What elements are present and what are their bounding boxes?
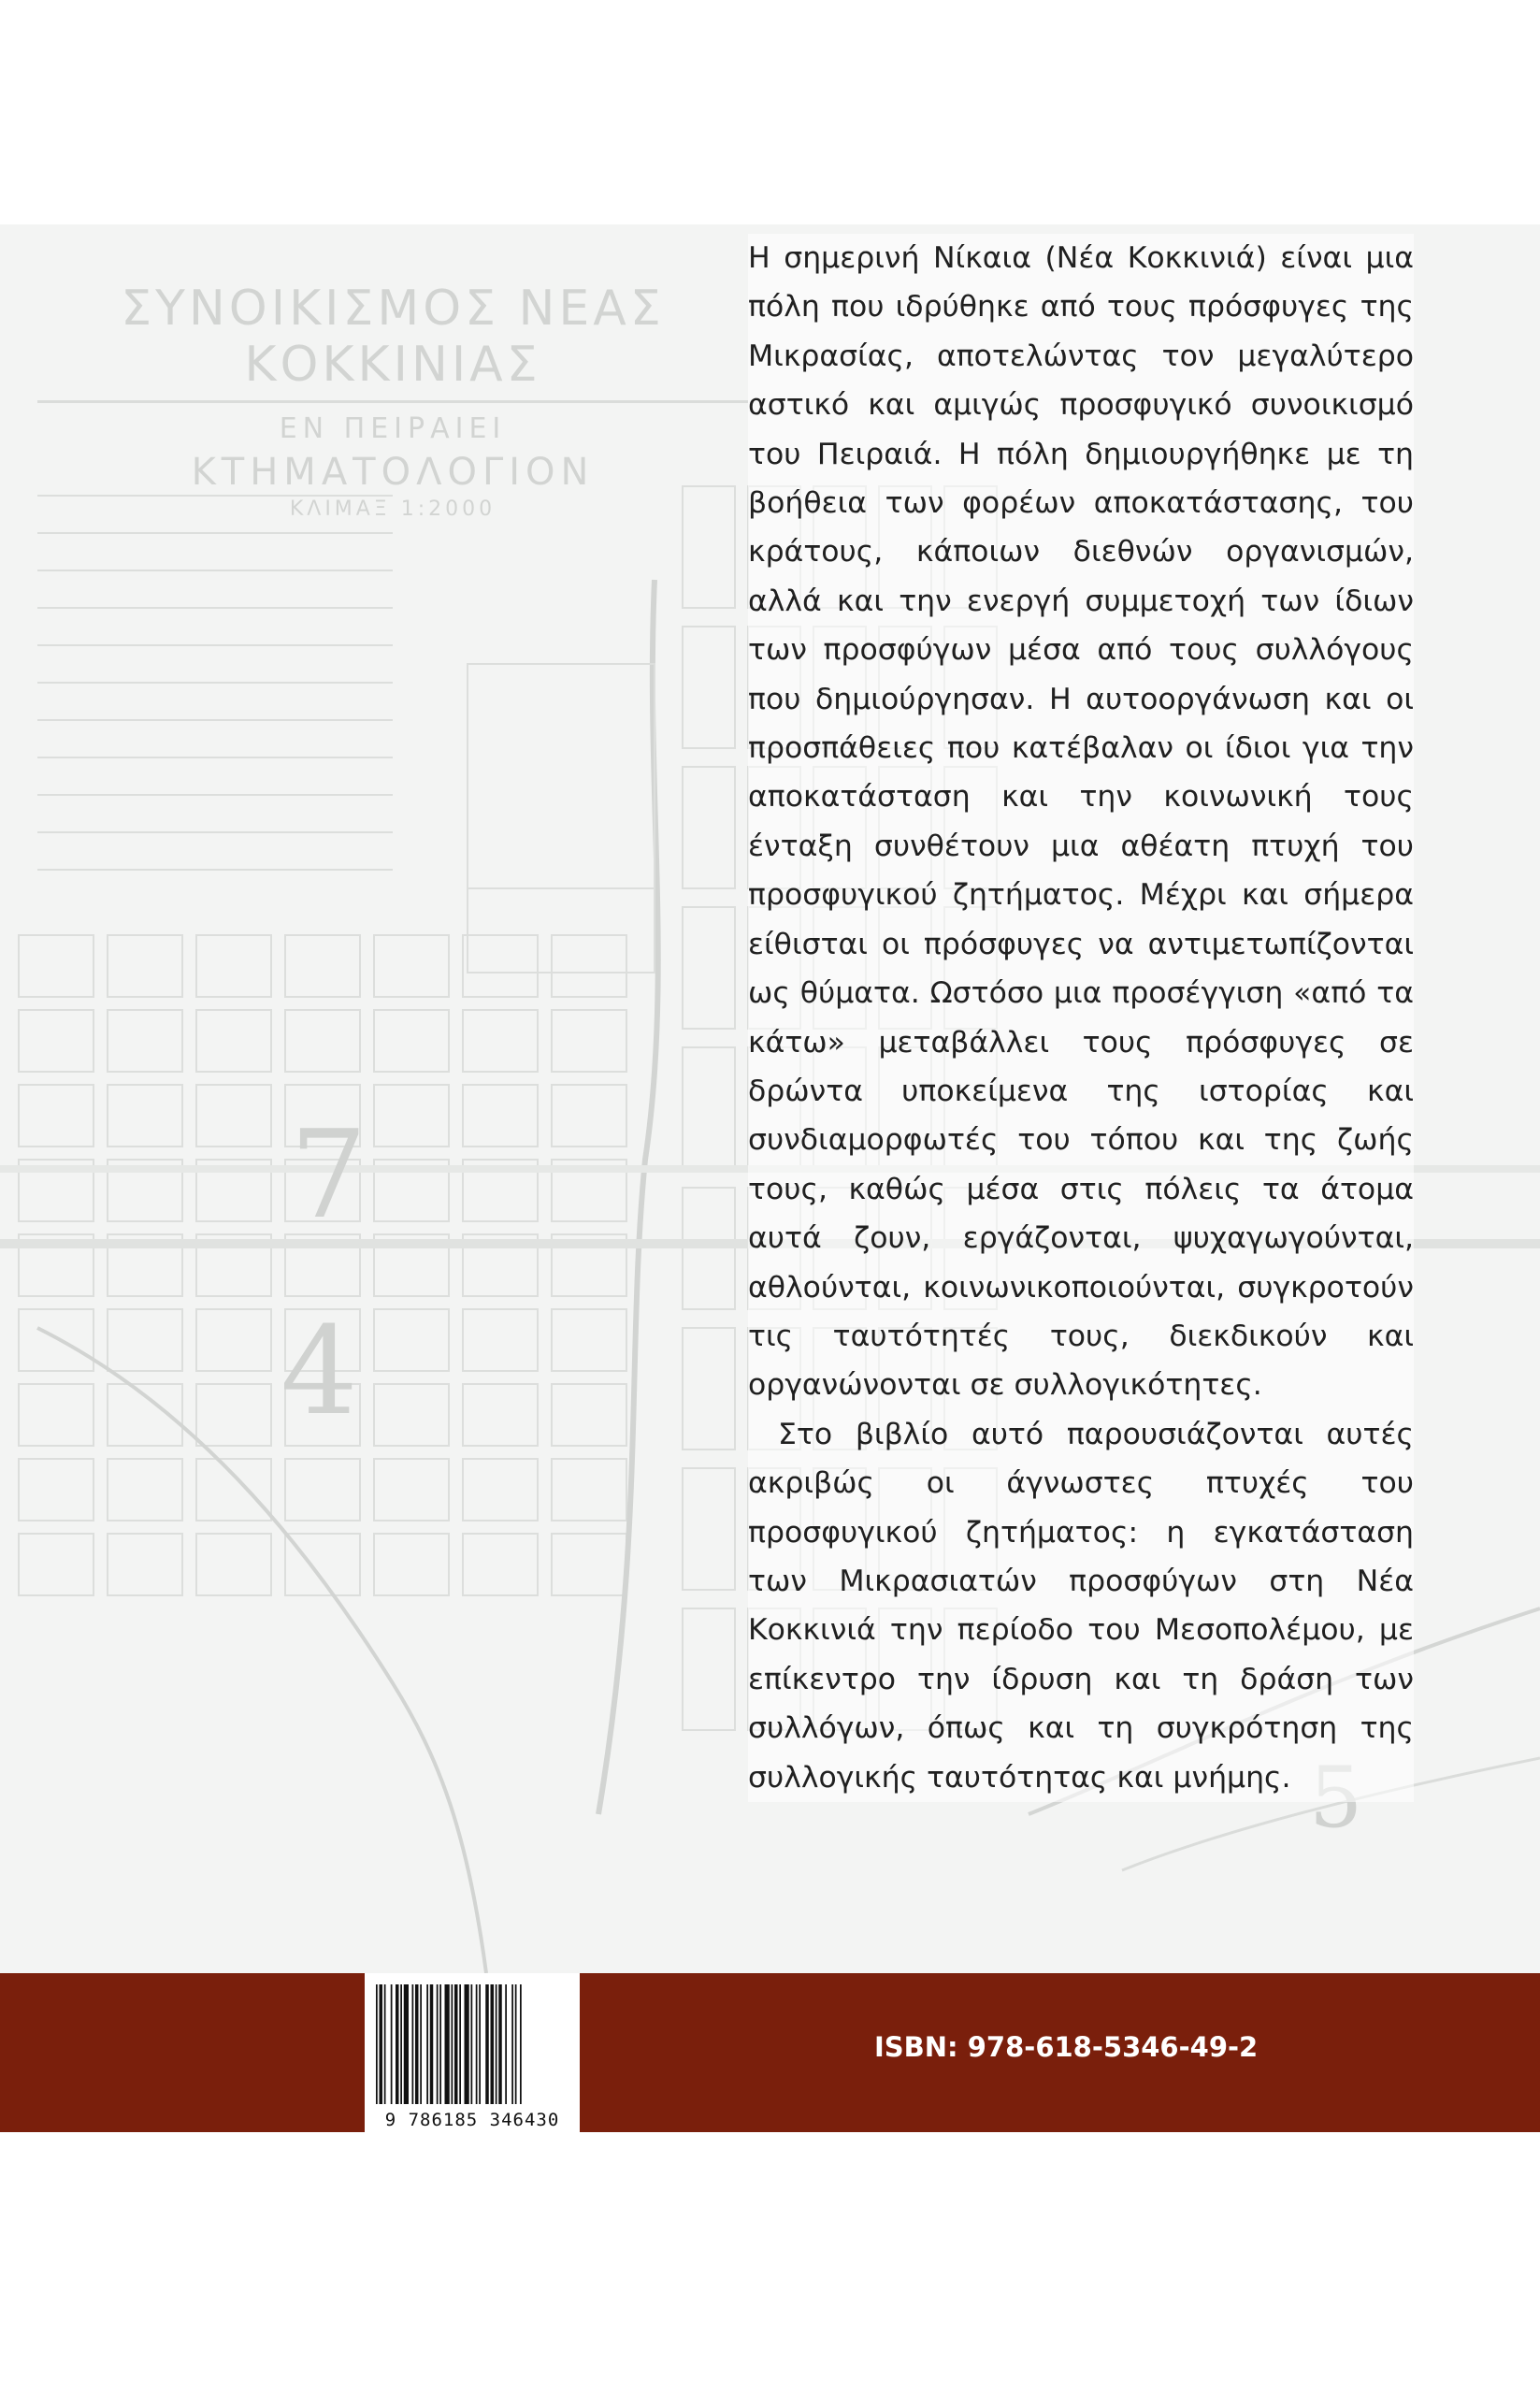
map-title-line3: ΚΤΗΜΑΤΟΛΟΓΙΟΝ [191,451,595,494]
barcode [365,1973,580,2132]
barcode-bar [404,1984,409,2104]
barcode-bar [415,1984,419,2104]
paragraph-1: Η σημερινή Νίκαια (Νέα Κοκκινιά) είναι μια πόλη που ιδρύθηκε από τους πρόσφυγες της Μικρασίας, αποτελώντας τον μεγαλύτερο αστικό και αμιγώς προσφυγικό συνοικισμό του Πειραιά. Η πόλη δημιουργήθηκε με τη βοήθεια των φορέων αποκατάστασης, του κράτους, κάποιων διεθνών οργανισμών, αλλά και την ενεργή συμμετοχή των ίδιων των προσφύγων μέσα από τους συλλόγους που δημιούργησαν. Η αυτοοργάνωση και οι προσπάθειες που κατέβαλαν οι ίδιοι για την αποκατάσταση και την κοινωνική τους ένταξη συνθέτουν μια αθέατη πτυχή του προσφυγικού ζητήματος. Μέχρι και σήμερα είθισται οι πρόσφυγες να αντιμετωπίζονται ως θύματα. Ωστόσο μια προσέγγιση «από τα κάτω» μεταβάλλει τους πρόσφυγες σε δρώντα υποκείμενα της ιστορίας και συνδιαμορφωτές του τόπου και της ζωής τους, καθώς μέσα στις πόλεις τα άτομα αυτά ζουν, εργάζονται, ψυχαγωγούνται, αθλούνται, κοινωνικοποιούνται, συγκροτούν τις ταυτότητές τους, διεκδικούν και οργανώνονται σε συλλογικότητες. [748,241,1414,1403]
map-block-number-4: 4 [281,1300,358,1442]
barcode-bar [445,1984,450,2104]
barcode-bar [511,1984,513,2104]
barcode-bar [396,1984,399,2104]
back-cover-text [748,234,1414,1802]
barcode-bar [465,1984,469,2104]
barcode-bar [520,1984,522,2104]
isbn-label: ISBN: 978-618-5346-49-2 [874,2031,1259,2063]
barcode-bar [471,1984,473,2104]
barcode-bar [437,1984,439,2104]
barcode-bar [430,1984,434,2104]
barcode-bar [498,1984,502,2104]
barcode-bar [380,1984,383,2104]
map-title-line4: ΚΛΙΜΑΞ 1:2000 [289,498,497,521]
map-title-block [37,281,748,521]
map-title-line1: ΣΥΝΟΙΚΙΣΜΟΣ ΝΕΑΣ ΚΟΚΚΙΝΙΑΣ [37,281,748,403]
barcode-digits: 9 786185 346430 [384,2110,560,2130]
paragraph-2: Στο βιβλίο αυτό παρουσιάζονται αυτές ακριβώς οι άγνωστες πτυχές του προσφυγικού ζητήματος: η εγκατάσταση των Μικρασιατών προσφύγων στη Νέα Κοκκινιά την περίοδο του Μεσοπολέμου, με επίκεντρο την ίδρυση και τη δράση των συλλόγων, όπως και τη συγκρότηση της συλλογικής ταυτότητας και μνήμης. [748,1417,1414,1795]
barcode-bar [452,1984,453,2104]
barcode-bar [515,1984,517,2104]
map-block-number-7: 7 [290,1103,367,1246]
barcode-bar [426,1984,428,2104]
barcode-bar [376,1984,378,2104]
barcode-bar [496,1984,497,2104]
barcode-bar [420,1984,422,2104]
barcode-bars [365,1973,580,2113]
barcode-bar [439,1984,441,2104]
barcode-bar [491,1984,495,2104]
barcode-bar [400,1984,402,2104]
barcode-bar [384,1984,386,2104]
barcode-bar [412,1984,414,2104]
bottom-color-band [0,1973,1540,2132]
barcode-bar [459,1984,461,2104]
barcode-bar [479,1984,481,2104]
barcode-bar [485,1984,489,2104]
barcode-bar [476,1984,478,2104]
map-title-line2: ΕΝ ΠΕΙΡΑΙΕΙ [279,412,507,445]
barcode-bar [391,1984,393,2104]
barcode-bar [505,1984,507,2104]
barcode-bar [454,1984,458,2104]
